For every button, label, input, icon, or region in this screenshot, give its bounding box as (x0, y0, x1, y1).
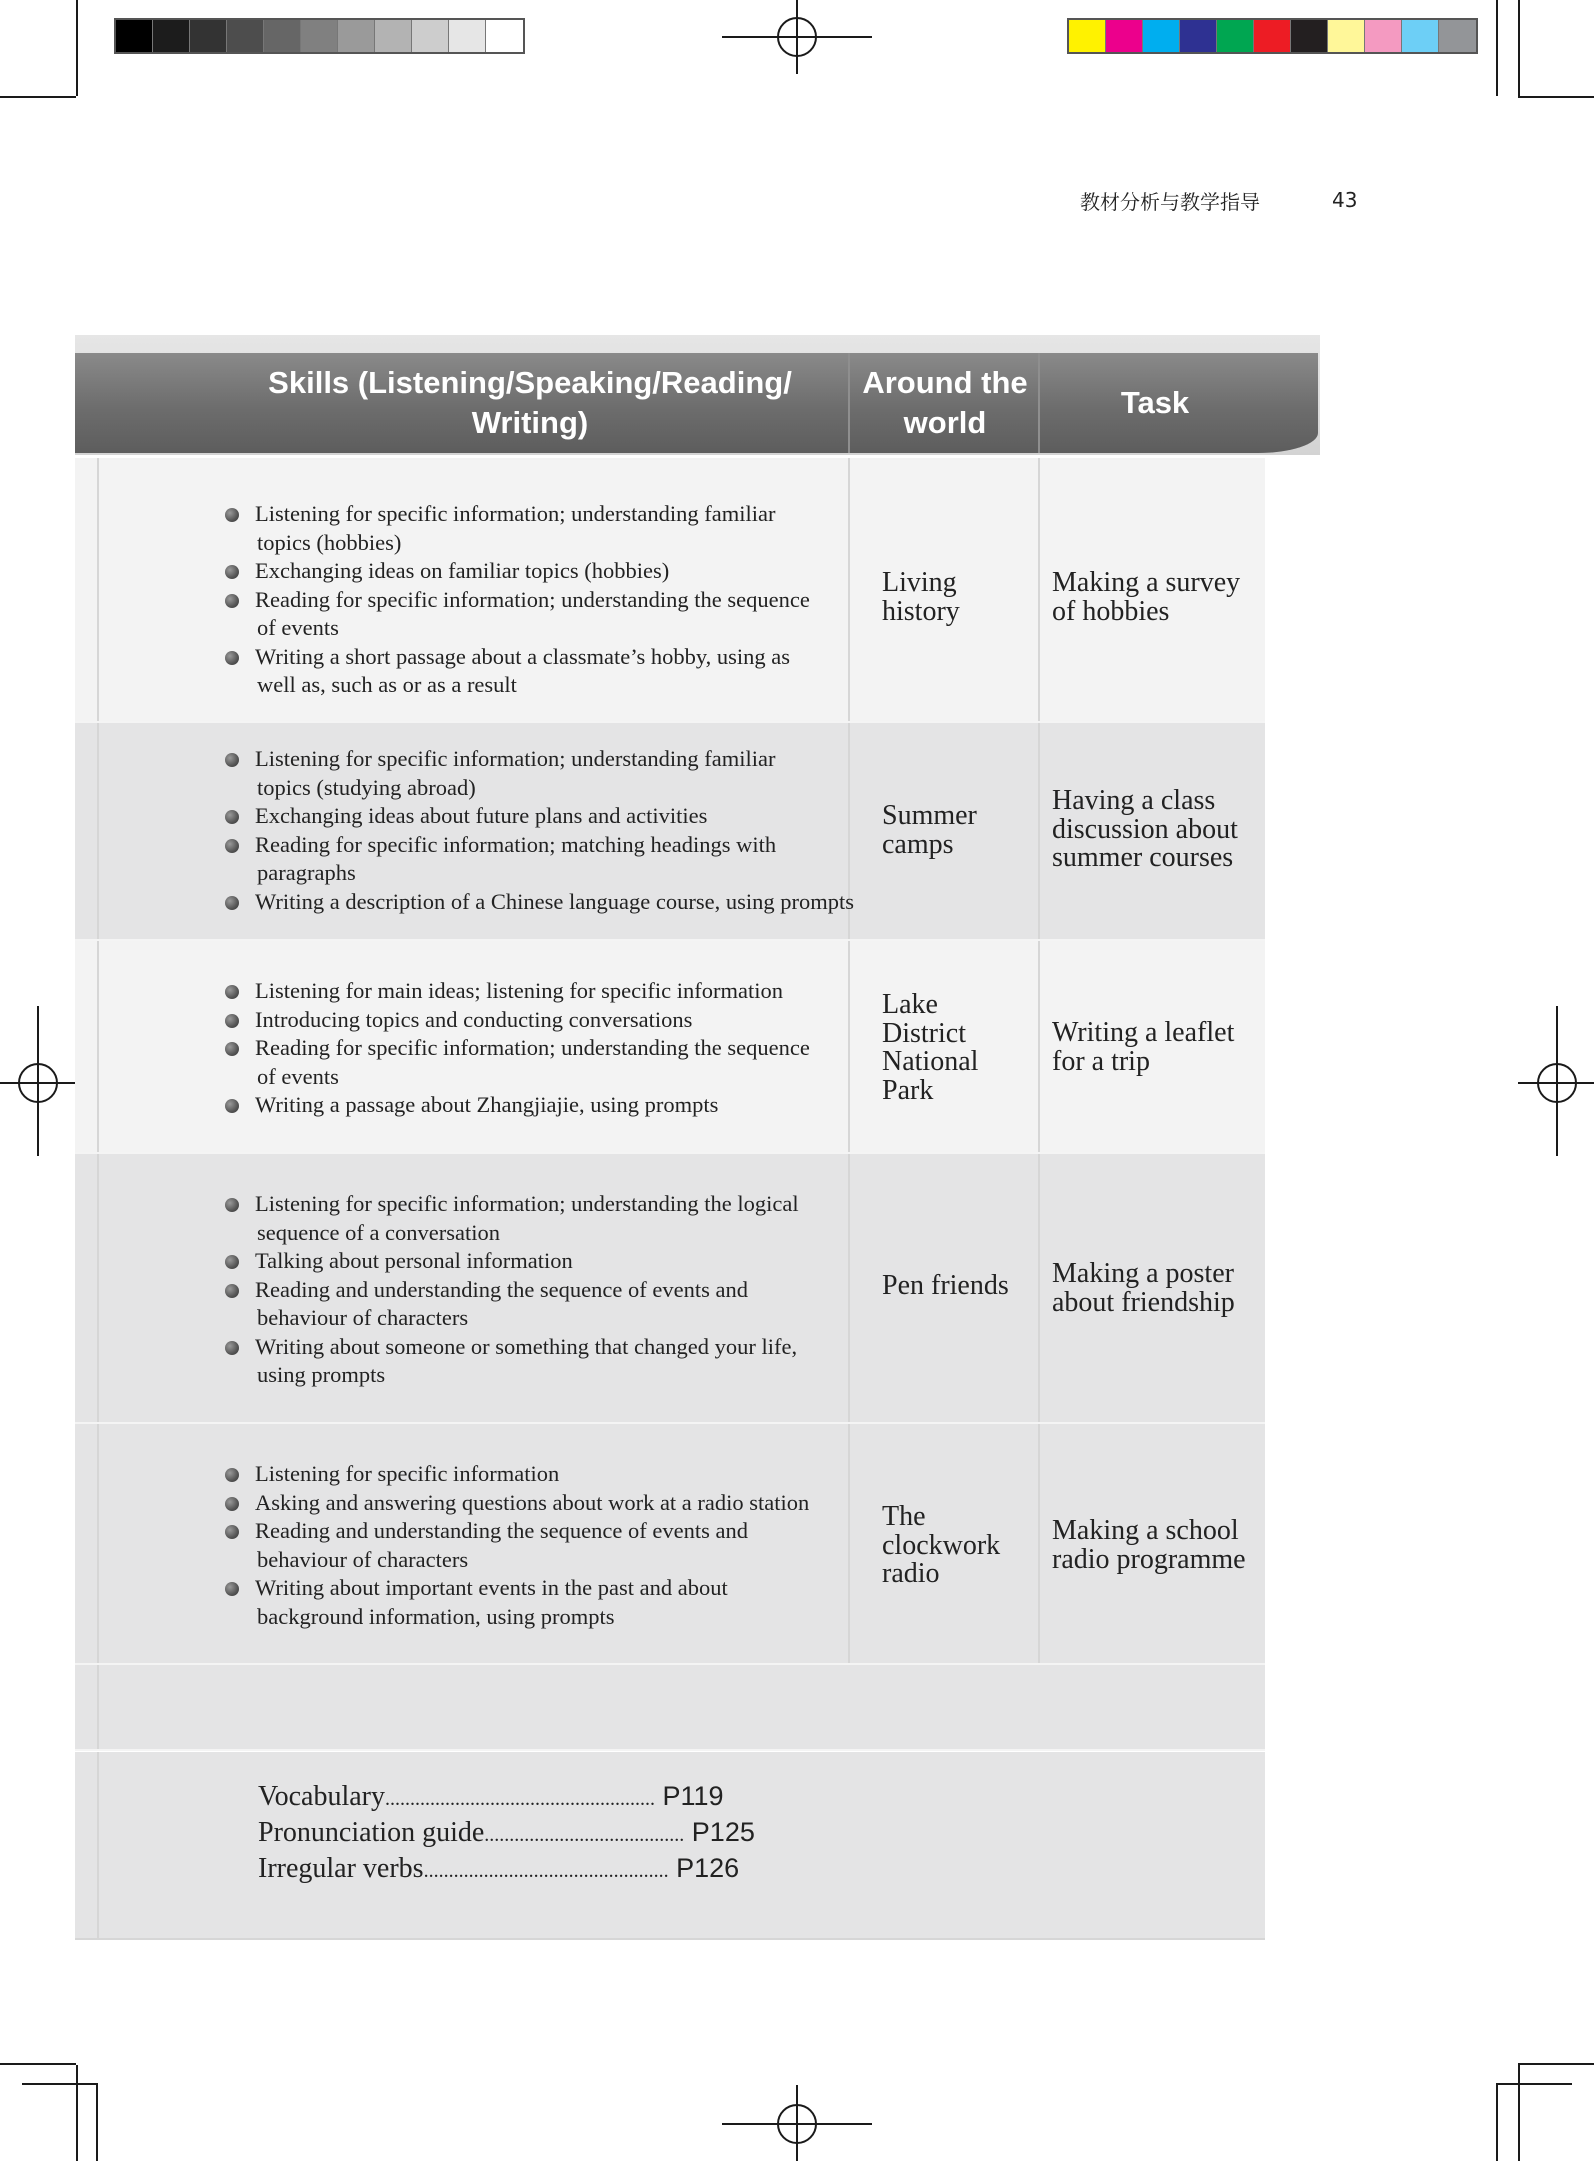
task-cell (1052, 1019, 1234, 1076)
appendix-index-line (258, 1852, 755, 1888)
gray-swatch (412, 20, 449, 52)
gray-swatch (116, 20, 153, 52)
bullet-icon (225, 1582, 239, 1596)
skill-item (225, 977, 915, 1006)
bullet-icon (225, 1014, 239, 1028)
skill-item (225, 802, 915, 831)
skill-item (225, 1489, 915, 1518)
index-label: Vocabulary (258, 1781, 385, 1812)
bullet-icon (225, 1099, 239, 1113)
skill-item (225, 557, 915, 586)
bullet-icon (225, 1284, 239, 1298)
empty-row (75, 1665, 1265, 1751)
color-swatch (1402, 20, 1439, 52)
gray-swatch (338, 20, 375, 52)
bullet-icon (225, 1468, 239, 1482)
table-header-band (75, 335, 1320, 455)
table-row (75, 458, 1265, 723)
skill-item (225, 1190, 915, 1247)
task-line: for a trip (1052, 1045, 1150, 1077)
gray-swatch (301, 20, 338, 52)
appendix-index-line (258, 1816, 755, 1852)
task-line: Making a survey (1052, 567, 1241, 598)
index-label: Irregular verbs (258, 1853, 424, 1884)
header-around-the-world (850, 353, 1040, 453)
skill-line: sequence of a conversation (257, 1219, 501, 1245)
bullet-icon (225, 1198, 239, 1212)
world-line: Living (882, 567, 957, 598)
world-line: Pen friends (882, 1270, 1009, 1301)
bullet-icon (225, 651, 239, 665)
world-line: clockwork (882, 1529, 1001, 1561)
header-world-line2: world (903, 405, 987, 440)
bullet-icon (225, 839, 239, 853)
skill-line: Listening for main ideas; listening for specific information (255, 978, 783, 1003)
color-swatch (1328, 20, 1365, 52)
around-the-world-cell (882, 991, 978, 1105)
color-swatch (1365, 20, 1402, 52)
index-leader-dots: ................................................. (423, 1860, 669, 1882)
skill-line: using prompts (257, 1362, 386, 1387)
skill-line: Writing a short passage about a classmate’s hobby, using as (255, 643, 791, 669)
skills-list (225, 500, 915, 700)
skill-item (225, 1034, 915, 1091)
running-header-title: 教材分析与教学指导 (1080, 190, 1260, 214)
skill-item (225, 643, 915, 700)
skill-item (225, 1517, 915, 1574)
task-line: discussion about (1052, 813, 1238, 845)
skill-line: Listening for specific information; understanding the logical (255, 1191, 799, 1216)
skill-line: background information, using prompts (257, 1603, 615, 1629)
bullet-icon (225, 1042, 239, 1056)
world-line: Summer (882, 800, 977, 831)
color-swatch (1180, 20, 1217, 52)
bullet-icon (225, 594, 239, 608)
skill-line: Writing about important events in the past and about (255, 1575, 728, 1600)
bullet-icon (225, 753, 239, 767)
world-line: radio (882, 1558, 940, 1589)
skill-item (225, 1091, 915, 1120)
skills-list (225, 977, 915, 1120)
color-swatch (1291, 20, 1328, 52)
world-line: National (882, 1046, 979, 1077)
skill-line: Asking and answering questions about work at a radio station (255, 1489, 810, 1515)
gray-swatch (375, 20, 412, 52)
skill-line: topics (hobbies) (257, 529, 402, 555)
index-label: Pronunciation guide (258, 1817, 485, 1848)
world-line: Park (882, 1074, 934, 1106)
world-line: Lake (882, 989, 938, 1020)
skill-line: Listening for specific information (255, 1461, 560, 1486)
skill-line: Exchanging ideas on familiar topics (hobbies) (255, 558, 670, 583)
index-page-ref: P126 (668, 1853, 740, 1883)
skill-line: Reading for specific information; understanding the sequence (255, 586, 810, 612)
skill-item (225, 831, 915, 888)
task-line: Writing a leaflet (1052, 1017, 1235, 1048)
task-line: Making a school (1052, 1515, 1239, 1546)
gray-swatch (449, 20, 486, 52)
skill-line: topics (studying abroad) (257, 774, 476, 800)
skill-line: behaviour of characters (257, 1546, 469, 1572)
skills-list (225, 1190, 915, 1390)
around-the-world-cell (882, 569, 960, 626)
color-swatch (1106, 20, 1143, 52)
bullet-icon (225, 896, 239, 910)
skills-list (225, 1460, 915, 1631)
task-cell (1052, 569, 1240, 626)
skill-item (225, 586, 915, 643)
skill-line: Reading and understanding the sequence of events and (255, 1276, 748, 1302)
skill-line: Writing a description of a Chinese language course, using prompts (255, 888, 854, 914)
task-cell (1052, 787, 1238, 873)
color-swatch (1217, 20, 1254, 52)
world-line: history (882, 595, 960, 627)
skill-line: Introducing topics and conducting conversations (255, 1006, 693, 1032)
skill-item (225, 1276, 915, 1333)
appendix-row (75, 1752, 1265, 1940)
bullet-icon (225, 1341, 239, 1355)
gray-swatch (153, 20, 190, 52)
header-skills (175, 353, 885, 453)
appendix-index (258, 1780, 755, 1888)
grayscale-calibration-bar (114, 18, 525, 54)
bullet-icon (225, 1255, 239, 1269)
index-leader-dots: ...................................................... (385, 1788, 655, 1810)
world-line: The (882, 1501, 926, 1532)
skill-line: Writing about someone or something that changed your life, (255, 1333, 798, 1359)
bullet-icon (225, 508, 239, 522)
index-page-ref: P119 (655, 1781, 724, 1811)
skill-item (225, 1574, 915, 1631)
page-number: 43 (1332, 188, 1358, 212)
gray-swatch (486, 20, 523, 52)
contents-table-header (75, 335, 1265, 455)
skill-item (225, 1247, 915, 1276)
header-skills-line2: Writing) (471, 405, 589, 440)
header-task: Task (1120, 385, 1190, 420)
header-world-line1: Around the (862, 365, 1028, 400)
table-row (75, 1154, 1265, 1424)
skill-line: of events (257, 615, 339, 640)
skill-line: Reading for specific information; matching headings with (255, 831, 777, 857)
index-page-ref: P125 (684, 1817, 755, 1847)
skill-line: Listening for specific information; understanding familiar (255, 746, 776, 771)
appendix-index-line (258, 1780, 755, 1816)
gray-swatch (190, 20, 227, 52)
gray-swatch (264, 20, 301, 52)
skill-line: well as, such as or as a result (257, 672, 517, 697)
skill-item (225, 1006, 915, 1035)
skill-line: Writing a passage about Zhangjiajie, using prompts (255, 1092, 719, 1117)
task-cell (1052, 1517, 1246, 1574)
around-the-world-cell (882, 1272, 1009, 1301)
table-row (75, 941, 1265, 1154)
world-line: District (882, 1017, 966, 1049)
index-leader-dots: ........................................ (484, 1824, 685, 1846)
skill-line: Exchanging ideas about future plans and activities (255, 803, 708, 828)
task-line: summer courses (1052, 842, 1234, 873)
header-skills-line1: Skills (Listening/Speaking/Reading/ (268, 365, 792, 400)
task-line: about friendship (1052, 1286, 1235, 1318)
bullet-icon (225, 565, 239, 579)
task-line: of hobbies (1052, 595, 1170, 627)
color-swatch (1069, 20, 1106, 52)
around-the-world-cell (882, 802, 977, 859)
around-the-world-cell (882, 1503, 1000, 1589)
gray-swatch (227, 20, 264, 52)
bullet-icon (225, 810, 239, 824)
table-row (75, 723, 1265, 941)
skill-line: Reading for specific information; understanding the sequence (255, 1035, 810, 1060)
color-swatch (1254, 20, 1291, 52)
task-line: Making a poster (1052, 1258, 1234, 1289)
skill-item (225, 500, 915, 557)
skill-item (225, 888, 915, 917)
skill-line: Talking about personal information (255, 1248, 573, 1273)
task-line: radio programme (1052, 1543, 1246, 1575)
bullet-icon (225, 985, 239, 999)
color-calibration-bar (1067, 18, 1478, 54)
skill-line: Listening for specific information; understanding familiar (255, 501, 776, 526)
world-line: camps (882, 828, 954, 860)
skill-item (225, 745, 915, 802)
bullet-icon (225, 1525, 239, 1539)
skill-line: behaviour of characters (257, 1305, 469, 1330)
skill-line: of events (257, 1063, 339, 1089)
skill-item (225, 1333, 915, 1390)
skill-item (225, 1460, 915, 1489)
color-swatch (1439, 20, 1476, 52)
skills-list (225, 745, 915, 916)
skill-line: Reading and understanding the sequence of events and (255, 1518, 748, 1543)
skill-line: paragraphs (257, 860, 356, 885)
table-row (75, 1424, 1265, 1665)
color-swatch (1143, 20, 1180, 52)
task-line: Having a class (1052, 785, 1216, 816)
bullet-icon (225, 1497, 239, 1511)
task-cell (1052, 1260, 1235, 1317)
